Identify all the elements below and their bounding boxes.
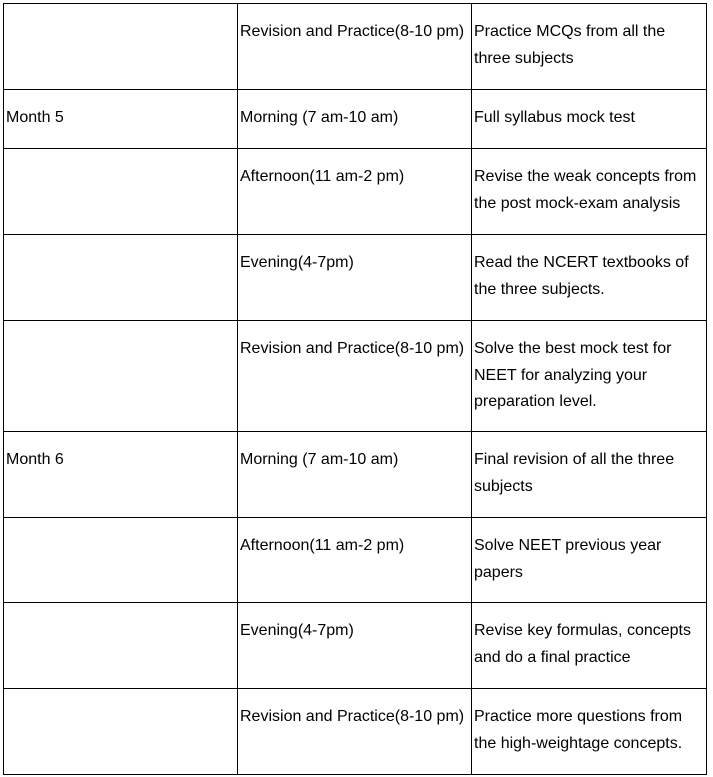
task-cell: Practice more questions from the high-weightage concepts. [472, 689, 707, 775]
task-cell: Read the NCERT textbooks of the three subjects. [472, 235, 707, 321]
month-cell [4, 4, 238, 90]
table-row [4, 149, 707, 235]
table-row [4, 603, 707, 689]
study-schedule-table [3, 3, 707, 775]
task-cell: Solve the best mock test for NEET for analyzing your preparation level. [472, 321, 707, 432]
time-slot-cell: Afternoon(11 am-2 pm) [238, 149, 472, 235]
month-cell [4, 321, 238, 432]
month-cell: Month 5 [4, 90, 238, 149]
task-cell: Revise the weak concepts from the post mock-exam analysis [472, 149, 707, 235]
table-row [4, 235, 707, 321]
task-cell: Full syllabus mock test [472, 90, 707, 149]
month-cell [4, 518, 238, 603]
time-slot-cell: Revision and Practice(8-10 pm) [238, 689, 472, 775]
table-row [4, 518, 707, 603]
table-row [4, 4, 707, 90]
table-row [4, 90, 707, 149]
month-cell [4, 149, 238, 235]
time-slot-cell: Morning (7 am-10 am) [238, 90, 472, 149]
table-row [4, 432, 707, 518]
table-row [4, 321, 707, 432]
month-cell: Month 6 [4, 432, 238, 518]
month-cell [4, 235, 238, 321]
time-slot-cell: Afternoon(11 am-2 pm) [238, 518, 472, 603]
month-cell [4, 603, 238, 689]
time-slot-cell: Morning (7 am-10 am) [238, 432, 472, 518]
task-cell: Solve NEET previous year papers [472, 518, 707, 603]
time-slot-cell: Evening(4-7pm) [238, 603, 472, 689]
time-slot-cell: Evening(4-7pm) [238, 235, 472, 321]
table-row [4, 689, 707, 775]
task-cell: Revise key formulas, concepts and do a final practice [472, 603, 707, 689]
month-cell [4, 689, 238, 775]
task-cell: Final revision of all the three subjects [472, 432, 707, 518]
task-cell: Practice MCQs from all the three subjects [472, 4, 707, 90]
time-slot-cell: Revision and Practice(8-10 pm) [238, 321, 472, 432]
time-slot-cell: Revision and Practice(8-10 pm) [238, 4, 472, 90]
